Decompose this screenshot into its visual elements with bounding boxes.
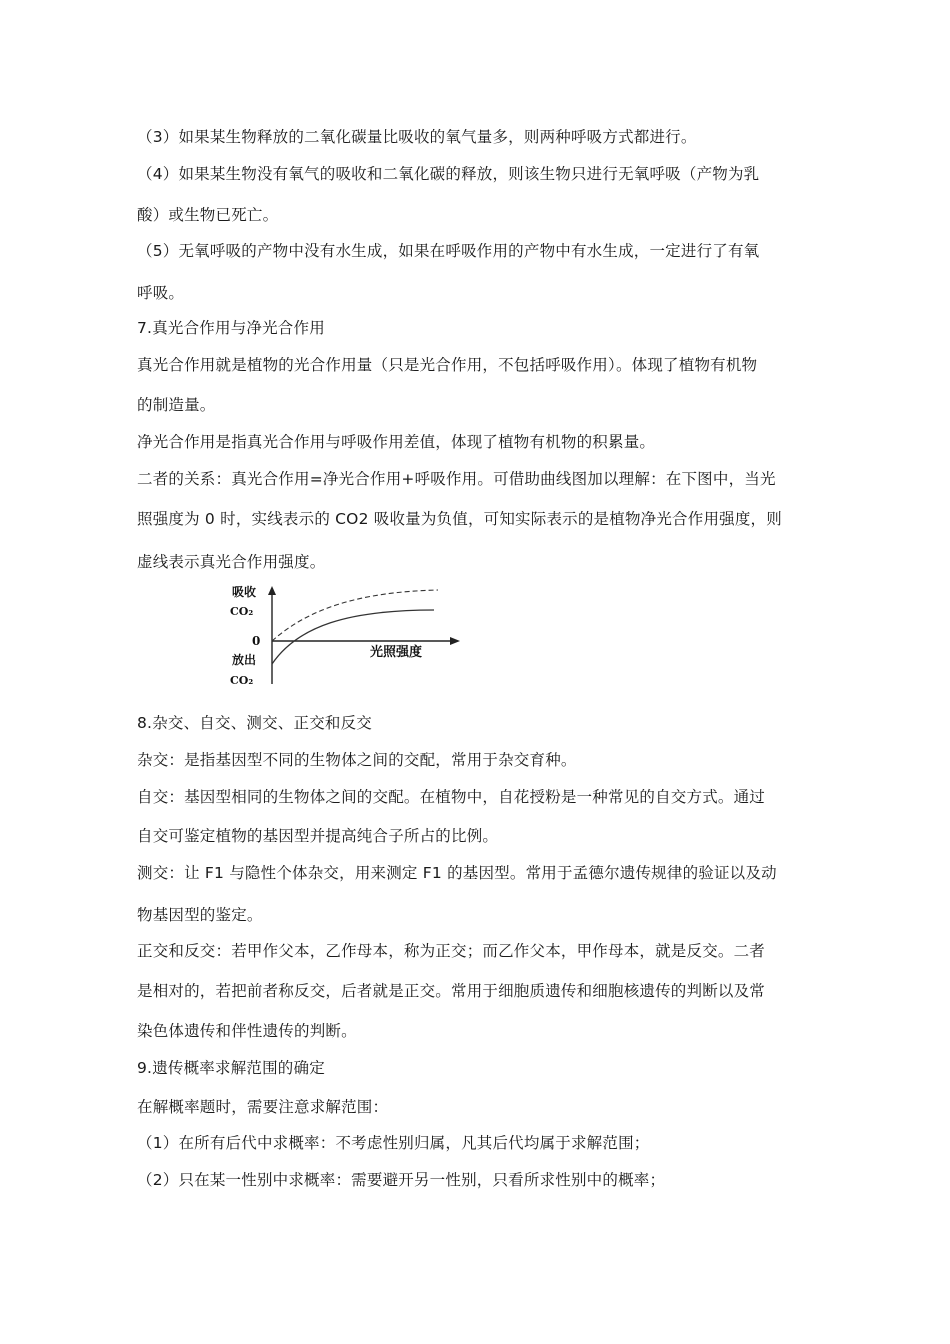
paragraph-line: 酸）或生物已死亡。 bbox=[137, 206, 279, 224]
paragraph-line: 自交可鉴定植物的基因型并提高纯合子所占的比例。 bbox=[137, 827, 499, 845]
curve-diagram bbox=[228, 584, 464, 688]
paragraph-line: （1）在所有后代中求概率：不考虑性别归属，凡其后代均属于求解范围； bbox=[137, 1134, 650, 1152]
section-heading-8: 8.杂交、自交、测交、正交和反交 bbox=[137, 714, 372, 732]
y-top-co2-label: CO₂ bbox=[230, 605, 254, 618]
paragraph-line: 物基因型的鉴定。 bbox=[137, 906, 263, 924]
paragraph-line: 虚线表示真光合作用强度。 bbox=[137, 553, 326, 571]
paragraph-line: 是相对的，若把前者称反交，后者就是正交。常用于细胞质遗传和细胞核遗传的判断以及常 bbox=[137, 982, 766, 1000]
y-bottom-co2-label: CO₂ bbox=[230, 674, 254, 687]
gross-photosynthesis-curve bbox=[272, 590, 438, 641]
x-axis-label: 光照强度 bbox=[370, 645, 423, 660]
paragraph-line: 正交和反交：若甲作父本，乙作母本，称为正交；而乙作父本，甲作母本，就是反交。二者 bbox=[137, 942, 766, 960]
y-zero-label: 0 bbox=[252, 634, 261, 648]
paragraph-line: 测交：让 F1 与隐性个体杂交，用来测定 F1 的基因型。常用于孟德尔遗传规律的验证以及动 bbox=[137, 864, 777, 882]
paragraph-line: 真光合作用就是植物的光合作用量（只是光合作用，不包括呼吸作用）。体现了植物有机物 bbox=[137, 356, 758, 374]
paragraph-line: （3）如果某生物释放的二氧化碳量比吸收的氧气量多，则两种呼吸方式都进行。 bbox=[137, 128, 697, 146]
paragraph-line: （4）如果某生物没有氧气的吸收和二氧化碳的释放，则该生物只进行无氧呼吸（产物为乳 bbox=[137, 165, 760, 183]
y-bottom-label: 放出 bbox=[232, 653, 257, 667]
paragraph-line: 杂交：是指基因型不同的生物体之间的交配，常用于杂交育种。 bbox=[137, 751, 577, 769]
section-heading-7: 7.真光合作用与净光合作用 bbox=[137, 319, 325, 337]
paragraph-line: 在解概率题时，需要注意求解范围： bbox=[137, 1098, 389, 1116]
paragraph-line: 照强度为 0 时，实线表示的 CO2 吸收量为负值，可知实际表示的是植物净光合作用强度，则 bbox=[137, 510, 782, 528]
photosynthesis-curve-figure bbox=[228, 584, 464, 688]
paragraph-line: （2）只在某一性别中求概率：需要避开另一性别，只看所求性别中的概率； bbox=[137, 1171, 666, 1189]
paragraph-line: 净光合作用是指真光合作用与呼吸作用差值，体现了植物有机物的积累量。 bbox=[137, 433, 656, 451]
section-heading-9: 9.遗传概率求解范围的确定 bbox=[137, 1059, 325, 1077]
x-axis-arrow-icon bbox=[450, 637, 460, 645]
paragraph-line: 呼吸。 bbox=[137, 284, 185, 302]
paragraph-line: 自交：基因型相同的生物体之间的交配。在植物中，自花授粉是一种常见的自交方式。通过 bbox=[137, 788, 766, 806]
paragraph-line: （5）无氧呼吸的产物中没有水生成，如果在呼吸作用的产物中有水生成，一定进行了有氧 bbox=[137, 242, 760, 260]
y-axis-arrow-icon bbox=[268, 586, 276, 595]
paragraph-line: 二者的关系：真光合作用=净光合作用+呼吸作用。可借助曲线图加以理解：在下图中，当光 bbox=[137, 470, 776, 488]
paragraph-line: 的制造量。 bbox=[137, 396, 216, 414]
paragraph-line: 染色体遗传和伴性遗传的判断。 bbox=[137, 1022, 357, 1040]
y-top-label: 吸收 bbox=[232, 585, 257, 599]
